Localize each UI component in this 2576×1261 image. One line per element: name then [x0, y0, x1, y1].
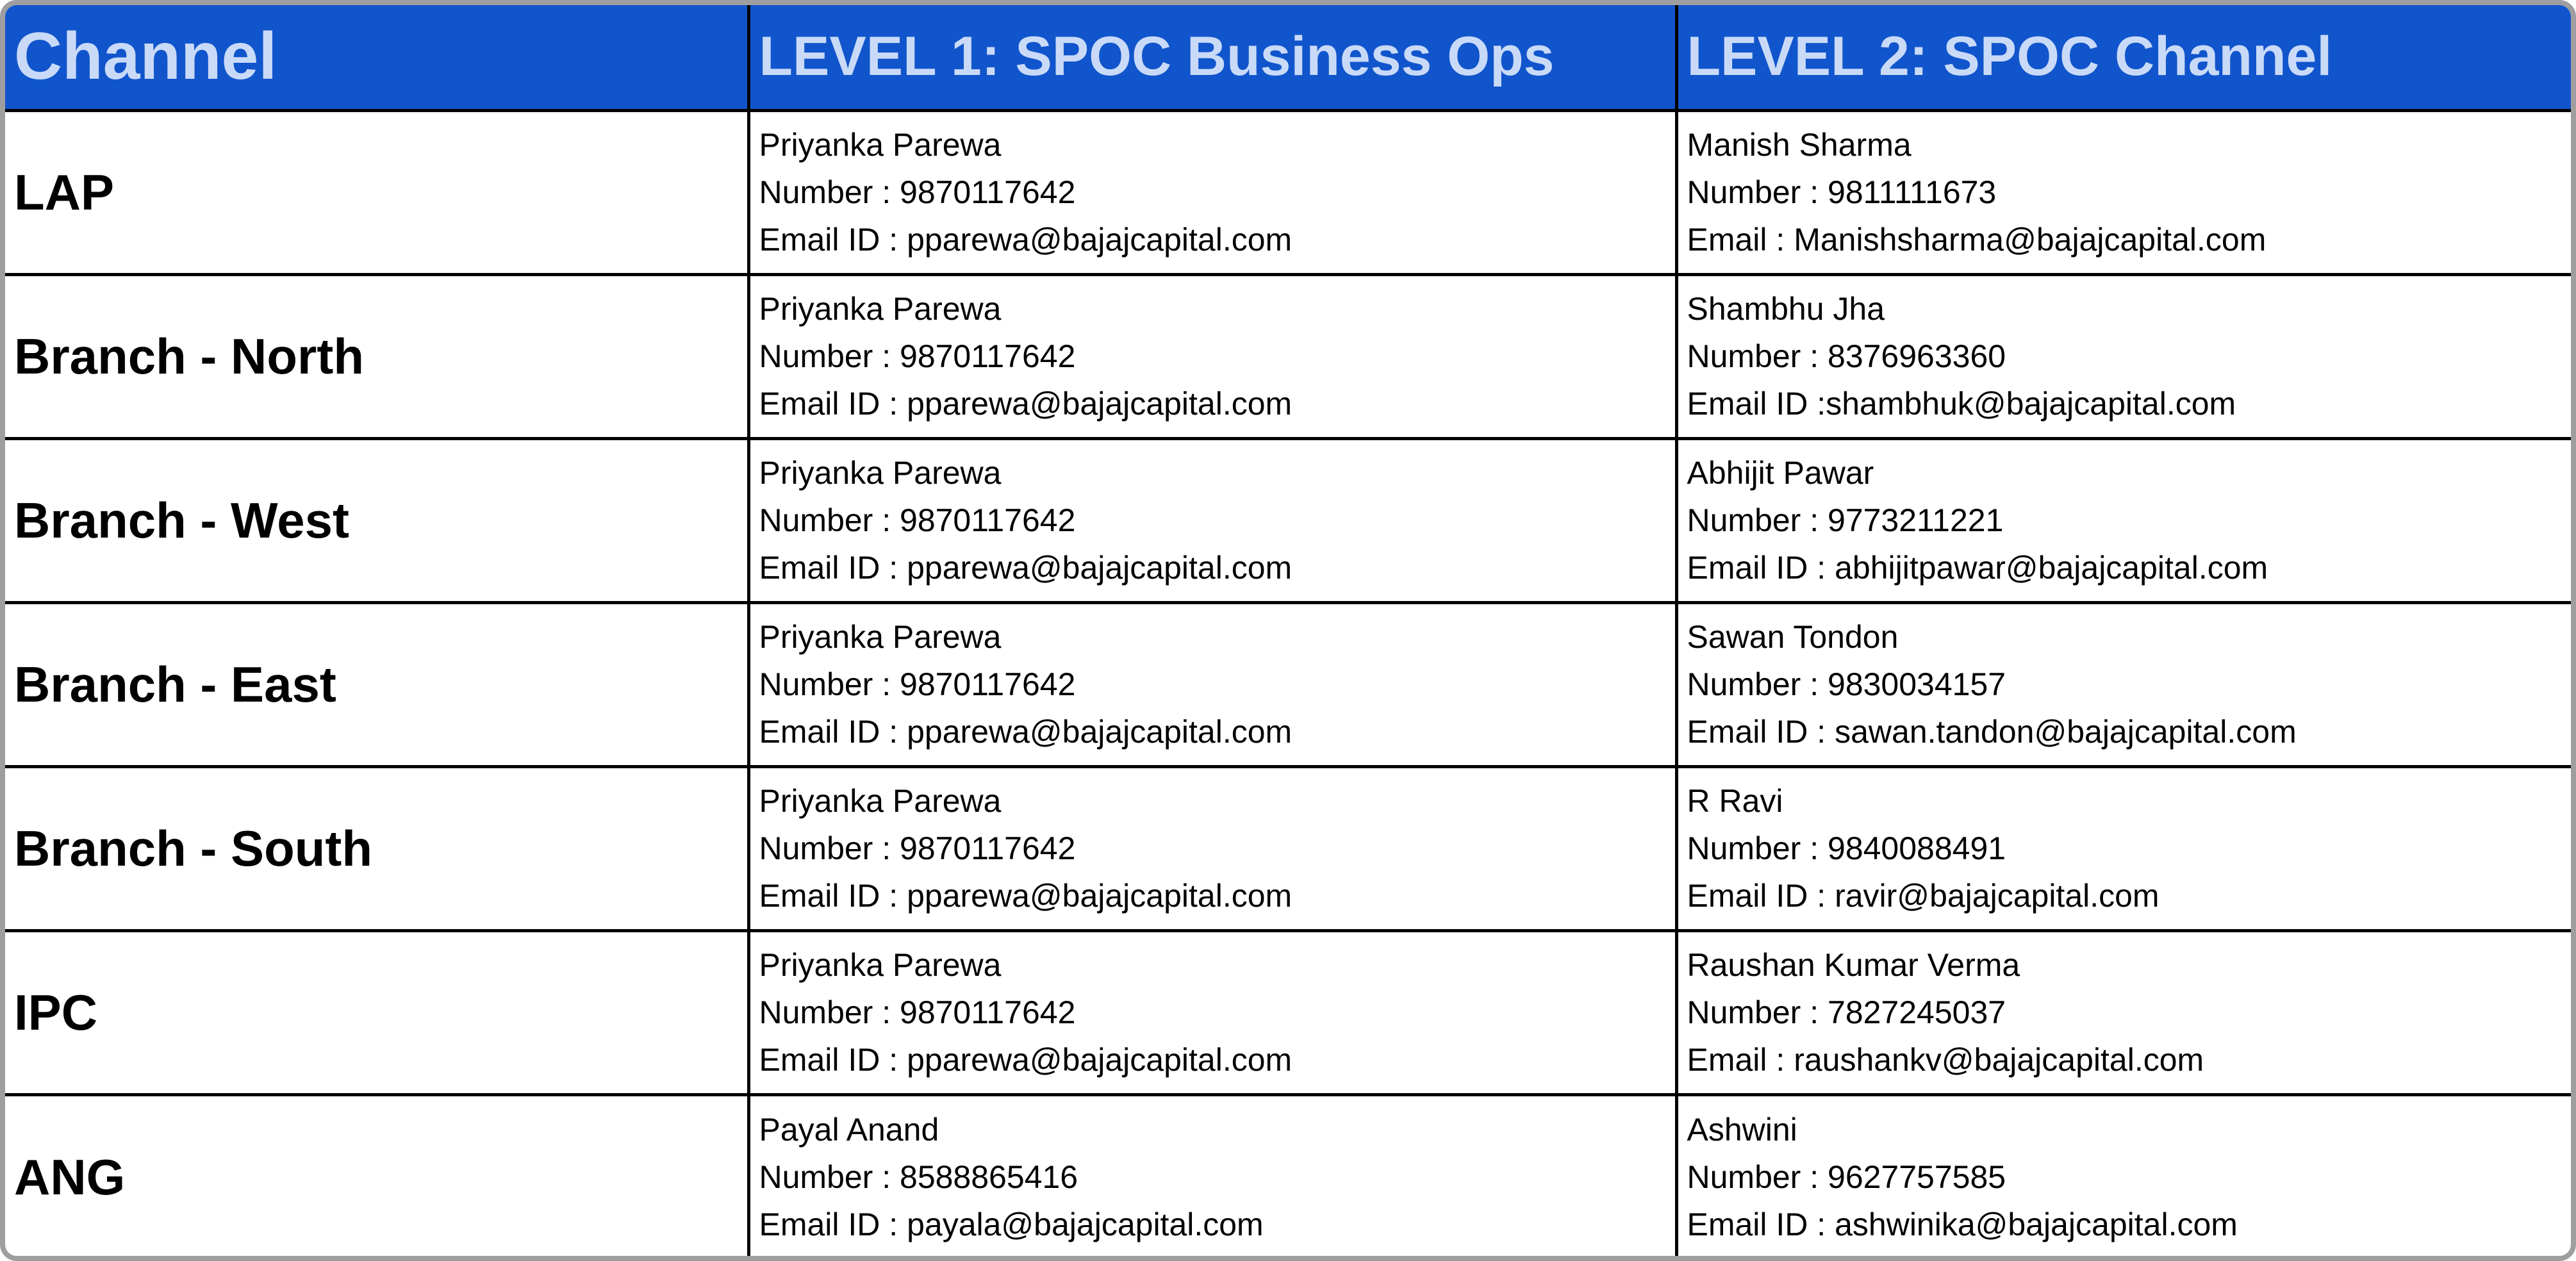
table-row — [5, 766, 2571, 930]
contact-email: Email ID : pparewa@bajajcapital.com — [759, 878, 1292, 914]
contact-email: Email ID : abhijitpawar@bajajcapital.com — [1687, 550, 2268, 586]
contact-name: Ashwini — [1687, 1112, 1797, 1148]
level2-contact-cell — [1676, 110, 2571, 274]
contact-name: Shambhu Jha — [1687, 291, 1885, 327]
channel-cell: ANG — [5, 1094, 748, 1258]
contact-name: Manish Sharma — [1687, 127, 1911, 163]
table-row — [5, 438, 2571, 602]
header-level2: LEVEL 2: SPOC Channel — [1676, 5, 2571, 110]
contact-number: Number : 9773211221 — [1687, 502, 2004, 538]
table-body — [5, 110, 2571, 1258]
channel-cell: Branch - North — [5, 274, 748, 438]
contact-name: Priyanka Parewa — [759, 619, 1002, 655]
level2-contact-cell — [1676, 274, 2571, 438]
level1-contact-cell — [748, 438, 1676, 602]
channel-cell: Branch - West — [5, 438, 748, 602]
contact-email: Email ID :shambhuk@bajajcapital.com — [1687, 386, 2236, 422]
contact-number: Number : 8376963360 — [1687, 338, 2006, 374]
contact-number: Number : 9870117642 — [759, 830, 1076, 866]
header-row — [5, 5, 2571, 110]
level1-contact-cell — [748, 930, 1676, 1094]
contact-name: Priyanka Parewa — [759, 783, 1002, 819]
contact-number: Number : 9870117642 — [759, 174, 1076, 210]
contact-email: Email ID : payala@bajajcapital.com — [759, 1207, 1264, 1243]
level1-contact-cell — [748, 766, 1676, 930]
contact-email: Email ID : pparewa@bajajcapital.com — [759, 550, 1292, 586]
contact-name: R Ravi — [1687, 783, 1783, 819]
header-channel: Channel — [5, 5, 748, 110]
level1-contact-cell — [748, 602, 1676, 766]
contact-email: Email : raushankv@bajajcapital.com — [1687, 1042, 2204, 1078]
contact-name: Priyanka Parewa — [759, 455, 1002, 491]
level2-contact-cell — [1676, 602, 2571, 766]
contact-number: Number : 9840088491 — [1687, 830, 2006, 866]
contact-name: Raushan Kumar Verma — [1687, 947, 2020, 983]
channel-cell: LAP — [5, 110, 748, 274]
level1-contact-cell — [748, 1094, 1676, 1258]
table-row — [5, 1094, 2571, 1258]
table-row — [5, 274, 2571, 438]
level1-contact-cell — [748, 274, 1676, 438]
spoc-contact-table — [5, 5, 2571, 1258]
header-level1: LEVEL 1: SPOC Business Ops — [748, 5, 1676, 110]
contact-email: Email ID : pparewa@bajajcapital.com — [759, 714, 1292, 750]
contact-email: Email ID : pparewa@bajajcapital.com — [759, 222, 1292, 258]
contact-email: Email : Manishsharma@bajajcapital.com — [1687, 222, 2266, 258]
contact-number: Number : 7827245037 — [1687, 994, 2006, 1030]
channel-cell: Branch - South — [5, 766, 748, 930]
contact-number: Number : 8588865416 — [759, 1159, 1078, 1196]
contact-name: Sawan Tondon — [1687, 619, 1899, 655]
channel-cell: Branch - East — [5, 602, 748, 766]
contact-number: Number : 9627757585 — [1687, 1159, 2006, 1196]
contact-name: Priyanka Parewa — [759, 291, 1002, 327]
contact-number: Number : 9870117642 — [759, 502, 1076, 538]
contact-number: Number : 9830034157 — [1687, 666, 2006, 702]
channel-cell: IPC — [5, 930, 748, 1094]
level2-contact-cell — [1676, 930, 2571, 1094]
table-row — [5, 930, 2571, 1094]
contact-number: Number : 9811111673 — [1687, 174, 1997, 210]
contact-number: Number : 9870117642 — [759, 666, 1076, 702]
contact-name: Payal Anand — [759, 1112, 939, 1148]
contact-email: Email ID : ashwinika@bajajcapital.com — [1687, 1207, 2238, 1243]
level2-contact-cell — [1676, 438, 2571, 602]
contact-number: Number : 9870117642 — [759, 994, 1076, 1030]
table-row — [5, 602, 2571, 766]
level2-contact-cell — [1676, 766, 2571, 930]
table-row — [5, 110, 2571, 274]
contact-email: Email ID : sawan.tandon@bajajcapital.com — [1687, 714, 2297, 750]
contact-number: Number : 9870117642 — [759, 338, 1076, 374]
contact-email: Email ID : pparewa@bajajcapital.com — [759, 1042, 1292, 1078]
contact-name: Priyanka Parewa — [759, 947, 1002, 983]
level1-contact-cell — [748, 110, 1676, 274]
contact-name: Priyanka Parewa — [759, 127, 1002, 163]
contact-email: Email ID : pparewa@bajajcapital.com — [759, 386, 1292, 422]
level2-contact-cell — [1676, 1094, 2571, 1258]
contact-email: Email ID : ravir@bajajcapital.com — [1687, 878, 2159, 914]
contact-name: Abhijit Pawar — [1687, 455, 1874, 491]
